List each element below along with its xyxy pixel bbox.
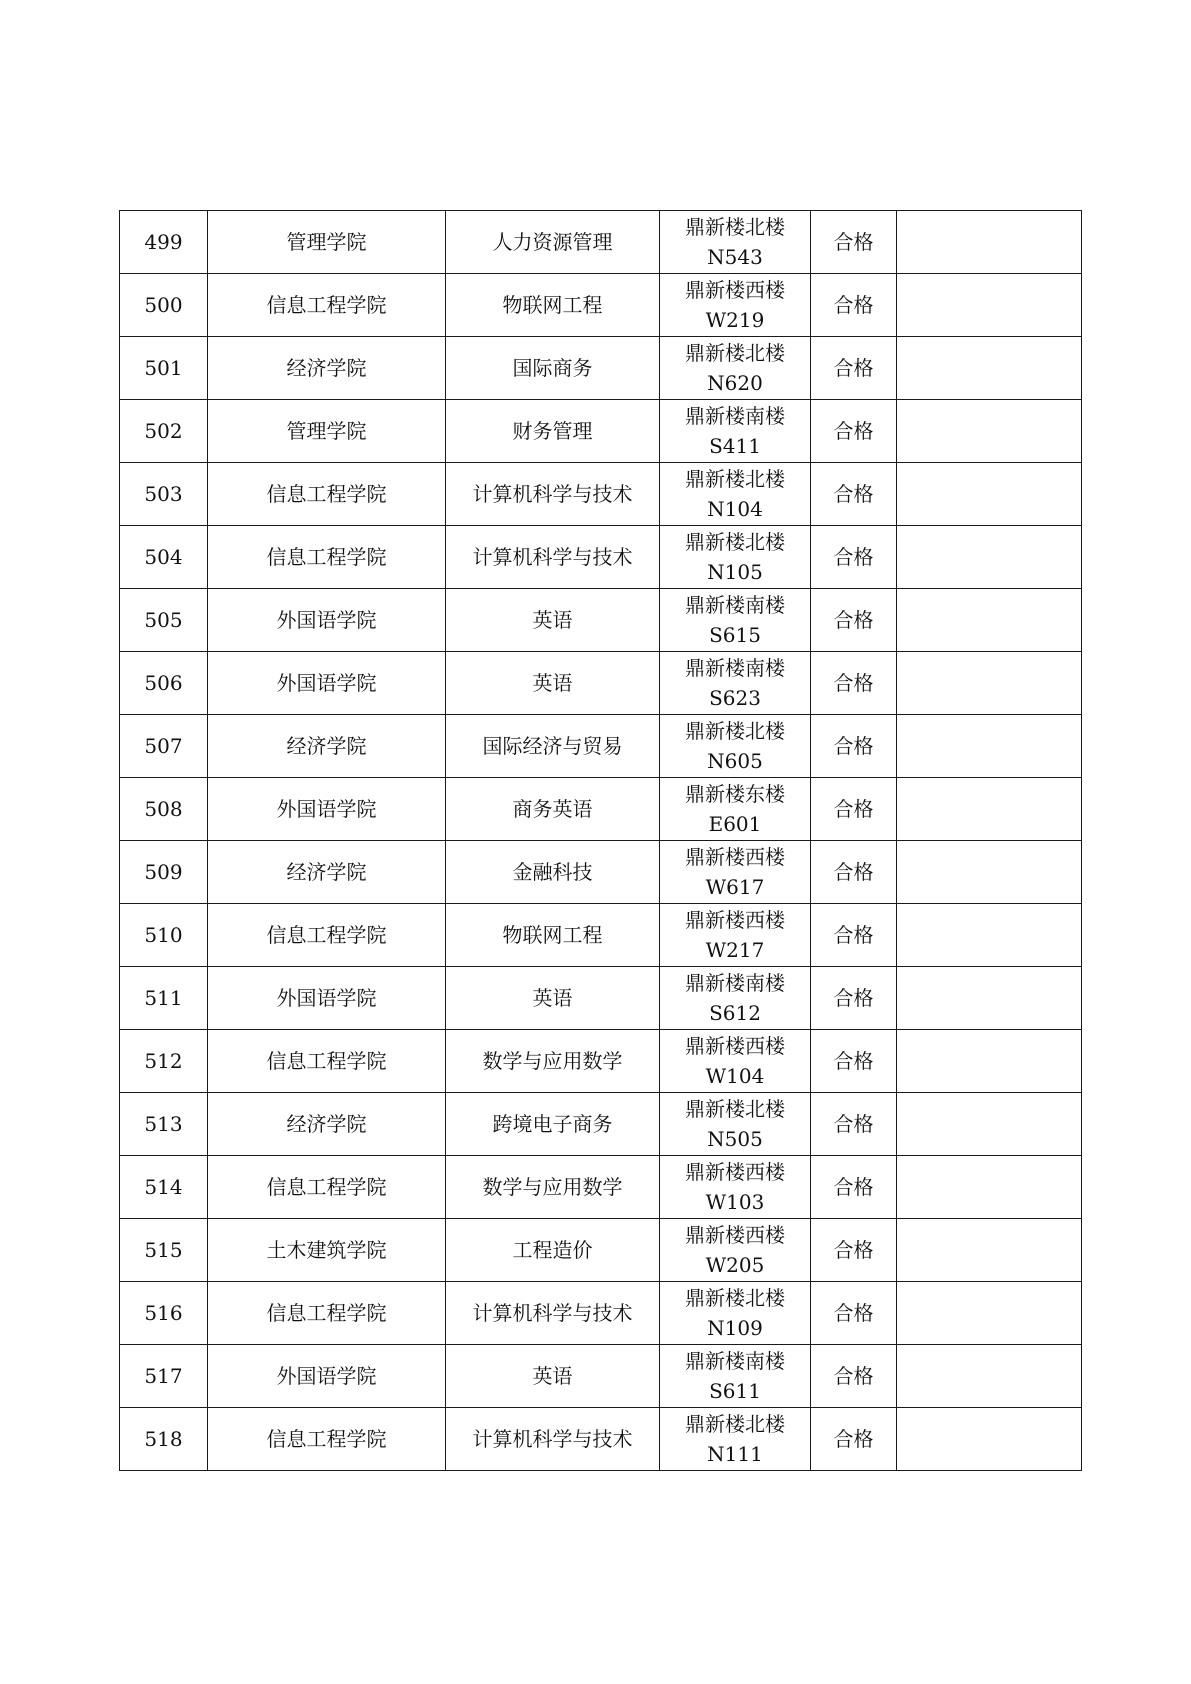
cell-result: 合格 <box>811 1219 897 1282</box>
cell-location <box>660 967 811 1030</box>
building-name: 鼎新楼南楼 <box>685 1349 785 1373</box>
cell-college: 外国语学院 <box>208 652 446 715</box>
cell-major: 数学与应用数学 <box>446 1030 660 1093</box>
cell-location <box>660 1030 811 1093</box>
room-number: N111 <box>707 1442 763 1466</box>
room-number: W103 <box>705 1190 765 1214</box>
cell-note <box>897 715 1082 778</box>
building-name: 鼎新楼北楼 <box>685 467 785 491</box>
cell-college: 外国语学院 <box>208 778 446 841</box>
table-row <box>120 778 1082 841</box>
cell-result: 合格 <box>811 274 897 337</box>
table-row <box>120 967 1082 1030</box>
table-row <box>120 1219 1082 1282</box>
table-row <box>120 274 1082 337</box>
cell-number: 512 <box>120 1030 208 1093</box>
cell-result: 合格 <box>811 337 897 400</box>
cell-college: 信息工程学院 <box>208 1030 446 1093</box>
cell-result: 合格 <box>811 1345 897 1408</box>
building-name: 鼎新楼西楼 <box>685 908 785 932</box>
cell-note <box>897 1030 1082 1093</box>
table-row <box>120 715 1082 778</box>
cell-result: 合格 <box>811 589 897 652</box>
cell-note <box>897 1093 1082 1156</box>
cell-location <box>660 1408 811 1471</box>
cell-college: 经济学院 <box>208 337 446 400</box>
cell-number: 505 <box>120 589 208 652</box>
cell-major: 物联网工程 <box>446 904 660 967</box>
room-number: W617 <box>705 875 765 899</box>
cell-number: 513 <box>120 1093 208 1156</box>
cell-location <box>660 400 811 463</box>
table-row <box>120 904 1082 967</box>
cell-college: 信息工程学院 <box>208 1282 446 1345</box>
cell-location <box>660 1282 811 1345</box>
cell-result: 合格 <box>811 967 897 1030</box>
cell-location <box>660 463 811 526</box>
cell-location <box>660 841 811 904</box>
building-name: 鼎新楼南楼 <box>685 656 785 680</box>
room-number: N104 <box>707 497 763 521</box>
building-name: 鼎新楼西楼 <box>685 278 785 302</box>
cell-location <box>660 1345 811 1408</box>
cell-college: 外国语学院 <box>208 967 446 1030</box>
cell-result: 合格 <box>811 400 897 463</box>
table-row <box>120 652 1082 715</box>
room-number: W219 <box>705 308 765 332</box>
cell-number: 504 <box>120 526 208 589</box>
cell-major: 计算机科学与技术 <box>446 463 660 526</box>
cell-location <box>660 715 811 778</box>
cell-location <box>660 904 811 967</box>
cell-result: 合格 <box>811 841 897 904</box>
building-name: 鼎新楼西楼 <box>685 1160 785 1184</box>
building-name: 鼎新楼北楼 <box>685 215 785 239</box>
building-name: 鼎新楼南楼 <box>685 971 785 995</box>
table-row <box>120 337 1082 400</box>
cell-college: 经济学院 <box>208 841 446 904</box>
cell-major: 英语 <box>446 589 660 652</box>
cell-college: 信息工程学院 <box>208 1408 446 1471</box>
cell-note <box>897 589 1082 652</box>
cell-location <box>660 211 811 274</box>
cell-number: 511 <box>120 967 208 1030</box>
cell-number: 502 <box>120 400 208 463</box>
cell-college: 经济学院 <box>208 1093 446 1156</box>
building-name: 鼎新楼北楼 <box>685 530 785 554</box>
cell-major: 计算机科学与技术 <box>446 1408 660 1471</box>
room-number: N109 <box>707 1316 763 1340</box>
table-row <box>120 400 1082 463</box>
table-row <box>120 1093 1082 1156</box>
cell-major: 人力资源管理 <box>446 211 660 274</box>
table-row <box>120 211 1082 274</box>
cell-major: 物联网工程 <box>446 274 660 337</box>
cell-major: 计算机科学与技术 <box>446 526 660 589</box>
cell-college: 信息工程学院 <box>208 274 446 337</box>
room-number: N543 <box>707 245 763 269</box>
cell-location <box>660 1093 811 1156</box>
cell-result: 合格 <box>811 1093 897 1156</box>
cell-location <box>660 1219 811 1282</box>
room-number: W217 <box>705 938 765 962</box>
cell-college: 信息工程学院 <box>208 904 446 967</box>
cell-result: 合格 <box>811 211 897 274</box>
cell-note <box>897 1408 1082 1471</box>
room-number: W205 <box>705 1253 765 1277</box>
cell-number: 514 <box>120 1156 208 1219</box>
cell-major: 英语 <box>446 1345 660 1408</box>
cell-location <box>660 778 811 841</box>
room-number: E601 <box>708 812 762 836</box>
cell-result: 合格 <box>811 526 897 589</box>
table-row <box>120 1408 1082 1471</box>
cell-college: 外国语学院 <box>208 1345 446 1408</box>
cell-note <box>897 1219 1082 1282</box>
cell-number: 501 <box>120 337 208 400</box>
room-number: N605 <box>707 749 763 773</box>
cell-number: 516 <box>120 1282 208 1345</box>
cell-major: 商务英语 <box>446 778 660 841</box>
cell-major: 计算机科学与技术 <box>446 1282 660 1345</box>
cell-major: 数学与应用数学 <box>446 1156 660 1219</box>
cell-result: 合格 <box>811 715 897 778</box>
cell-note <box>897 1282 1082 1345</box>
cell-note <box>897 652 1082 715</box>
cell-major: 国际经济与贸易 <box>446 715 660 778</box>
cell-note <box>897 967 1082 1030</box>
cell-college: 信息工程学院 <box>208 1156 446 1219</box>
cell-result: 合格 <box>811 1030 897 1093</box>
table-row <box>120 526 1082 589</box>
building-name: 鼎新楼西楼 <box>685 1034 785 1058</box>
room-number: S411 <box>709 434 761 458</box>
room-number: S623 <box>709 686 761 710</box>
building-name: 鼎新楼西楼 <box>685 1223 785 1247</box>
cell-major: 财务管理 <box>446 400 660 463</box>
cell-note <box>897 526 1082 589</box>
building-name: 鼎新楼北楼 <box>685 1286 785 1310</box>
building-name: 鼎新楼北楼 <box>685 1412 785 1436</box>
table-row <box>120 1282 1082 1345</box>
room-number: S615 <box>709 623 761 647</box>
cell-note <box>897 400 1082 463</box>
cell-number: 510 <box>120 904 208 967</box>
cell-college: 管理学院 <box>208 211 446 274</box>
cell-note <box>897 337 1082 400</box>
cell-number: 500 <box>120 274 208 337</box>
room-number: S612 <box>709 1001 761 1025</box>
table-body <box>120 211 1082 1471</box>
table-row <box>120 1156 1082 1219</box>
cell-college: 信息工程学院 <box>208 463 446 526</box>
cell-location <box>660 589 811 652</box>
cell-number: 507 <box>120 715 208 778</box>
cell-major: 跨境电子商务 <box>446 1093 660 1156</box>
building-name: 鼎新楼南楼 <box>685 404 785 428</box>
cell-result: 合格 <box>811 1408 897 1471</box>
cell-location <box>660 526 811 589</box>
cell-major: 英语 <box>446 652 660 715</box>
cell-number: 503 <box>120 463 208 526</box>
building-name: 鼎新楼北楼 <box>685 341 785 365</box>
cell-note <box>897 211 1082 274</box>
table-row <box>120 1345 1082 1408</box>
cell-note <box>897 1156 1082 1219</box>
cell-result: 合格 <box>811 1156 897 1219</box>
cell-number: 506 <box>120 652 208 715</box>
room-number: W104 <box>705 1064 765 1088</box>
building-name: 鼎新楼东楼 <box>685 782 785 806</box>
building-name: 鼎新楼西楼 <box>685 845 785 869</box>
cell-note <box>897 841 1082 904</box>
cell-result: 合格 <box>811 904 897 967</box>
room-number: S611 <box>709 1379 761 1403</box>
table-row <box>120 463 1082 526</box>
building-name: 鼎新楼北楼 <box>685 1097 785 1121</box>
cell-result: 合格 <box>811 1282 897 1345</box>
cell-result: 合格 <box>811 778 897 841</box>
table-row <box>120 1030 1082 1093</box>
cell-result: 合格 <box>811 463 897 526</box>
cell-location <box>660 1156 811 1219</box>
cell-college: 经济学院 <box>208 715 446 778</box>
cell-note <box>897 274 1082 337</box>
cell-major: 工程造价 <box>446 1219 660 1282</box>
cell-location <box>660 337 811 400</box>
cell-note <box>897 1345 1082 1408</box>
cell-result: 合格 <box>811 652 897 715</box>
building-name: 鼎新楼南楼 <box>685 593 785 617</box>
cell-number: 518 <box>120 1408 208 1471</box>
room-number: N105 <box>707 560 763 584</box>
cell-note <box>897 778 1082 841</box>
cell-number: 499 <box>120 211 208 274</box>
cell-number: 517 <box>120 1345 208 1408</box>
cell-major: 国际商务 <box>446 337 660 400</box>
cell-location <box>660 274 811 337</box>
cell-college: 土木建筑学院 <box>208 1219 446 1282</box>
table-row <box>120 841 1082 904</box>
cell-note <box>897 904 1082 967</box>
results-table <box>119 210 1082 1471</box>
cell-major: 英语 <box>446 967 660 1030</box>
building-name: 鼎新楼北楼 <box>685 719 785 743</box>
room-number: N505 <box>707 1127 763 1151</box>
cell-number: 508 <box>120 778 208 841</box>
cell-number: 515 <box>120 1219 208 1282</box>
cell-location <box>660 652 811 715</box>
room-number: N620 <box>707 371 763 395</box>
cell-number: 509 <box>120 841 208 904</box>
cell-college: 管理学院 <box>208 400 446 463</box>
table-row <box>120 589 1082 652</box>
cell-major: 金融科技 <box>446 841 660 904</box>
cell-note <box>897 463 1082 526</box>
cell-college: 信息工程学院 <box>208 526 446 589</box>
cell-college: 外国语学院 <box>208 589 446 652</box>
